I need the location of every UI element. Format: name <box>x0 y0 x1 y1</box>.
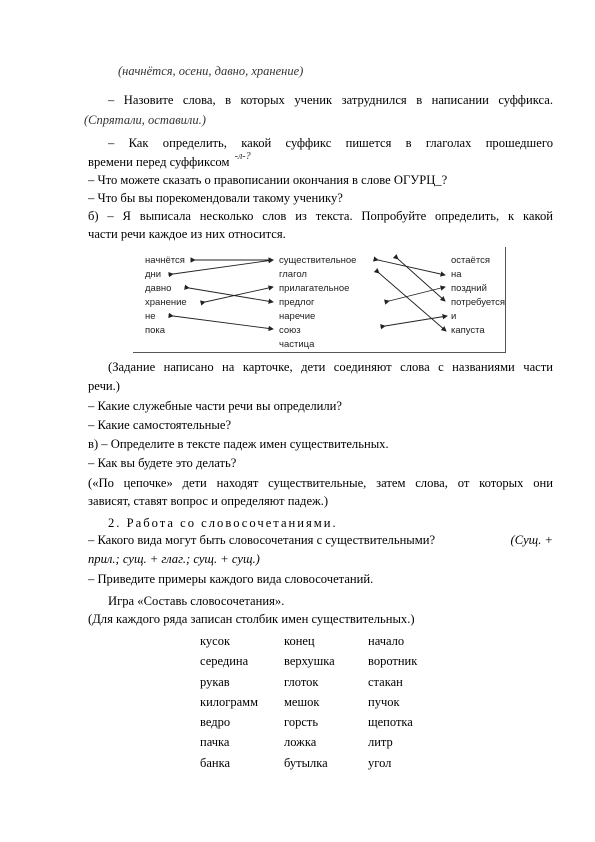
card-word: не <box>145 311 156 322</box>
column-word: стакан <box>368 674 403 689</box>
card-part-of-speech: глагол <box>279 269 307 280</box>
column-word: банка <box>200 755 231 770</box>
card-word2: остаётся <box>451 255 490 266</box>
column-word: килограмм <box>200 694 258 709</box>
connection-arrows <box>133 247 505 352</box>
column-word: пачка <box>200 735 230 750</box>
game-title: Игра «Составь словосочетания». <box>108 594 285 608</box>
column-word: начало <box>368 634 405 648</box>
column-word: верхушка <box>284 654 335 669</box>
column-word: угол <box>368 755 392 770</box>
task-b-line2: части речи каждое из них относится. <box>88 227 286 241</box>
note-card-line1: (Задание написано на карточке, дети соединяют слова с названиями части <box>108 360 553 374</box>
column-word: мешок <box>284 694 320 709</box>
question-types-text: – Какого вида могут быть словосочетания с существительными? <box>88 533 436 547</box>
card-word: начнётся <box>145 255 185 266</box>
question-define-suffix-text: времени перед суффиксом <box>88 155 230 169</box>
column-word: середина <box>200 654 249 669</box>
card-word2: потребуется <box>451 297 506 308</box>
card-word2: капуста <box>451 325 485 336</box>
column-word: глоток <box>284 674 319 689</box>
question-examples: – Приведите примеры каждого вида словосочетаний. <box>88 572 374 586</box>
column-word: щепотка <box>368 715 413 730</box>
question-define-suffix-line1: – Как определить, какой суффикс пишется в глаголах прошедшего <box>108 136 553 150</box>
column-word: горсть <box>284 715 319 730</box>
question-independent-parts: – Какие самостоятельные? <box>88 418 232 432</box>
card-part-of-speech: наречие <box>279 311 316 322</box>
card-part-of-speech: прилагательное <box>279 283 350 294</box>
word-column-2 <box>284 631 335 773</box>
card-part-of-speech: существительное <box>279 255 357 266</box>
question-service-parts: – Какие служебные части речи вы определили? <box>88 399 342 413</box>
chain-note-line2: зависят, ставят вопрос и определяют падеж.) <box>88 494 329 508</box>
column-word: воротник <box>368 654 418 669</box>
word-column-3 <box>368 631 417 773</box>
answer-types-start: (Сущ. + <box>510 533 553 547</box>
chain-note-line1: («По цепочке» дети находят существительные, затем слова, от которых они <box>88 476 553 490</box>
column-word: пучок <box>368 694 400 709</box>
card-word2: и <box>451 311 457 322</box>
question-how: – Как вы будете это делать? <box>88 456 237 470</box>
card-part-of-speech: предлог <box>279 297 315 308</box>
task-v: в) – Определите в тексте падеж имен существительных. <box>88 437 389 451</box>
column-word: литр <box>368 735 393 750</box>
question-ending: – Что можете сказать о правописании окончания в слове ОГУРЦ_? <box>88 173 448 187</box>
section-heading: 2. Работа со словосочетаниями. <box>108 516 338 530</box>
column-word: кусок <box>200 634 231 648</box>
column-word: ведро <box>200 715 231 730</box>
card-word: дни <box>145 269 162 280</box>
handwritten-suffix-mark: -л-? <box>234 151 251 162</box>
column-word: рукав <box>200 674 230 689</box>
note-card-line2: речи.) <box>88 379 120 393</box>
column-word: ложка <box>284 735 317 750</box>
card-word2: на <box>451 269 462 280</box>
question-types <box>88 533 553 548</box>
handwritten-answer: (Спрятали, оставили.) <box>84 113 206 127</box>
card-part-of-speech: частица <box>279 339 315 350</box>
card-word: хранение <box>145 297 187 308</box>
question-define-suffix-line2 <box>88 151 251 171</box>
card-word: пока <box>145 325 166 336</box>
handwritten-word-list: (начнётся, осени, давно, хранение) <box>118 64 304 78</box>
question-suffix: – Назовите слова, в которых ученик затруднился в написании суффикса. <box>108 93 553 107</box>
card-part-of-speech: союз <box>279 325 301 336</box>
column-word: конец <box>284 634 315 648</box>
card-word2: поздний <box>451 283 487 294</box>
matching-card <box>133 247 506 353</box>
column-word: бутылка <box>284 755 328 770</box>
task-b-line1: б) – Я выписала несколько слов из текста. Попробуйте определить, к какой <box>88 209 553 223</box>
answer-types-end: прил.; сущ. + глаг.; сущ. + сущ.) <box>88 552 260 566</box>
game-note: (Для каждого ряда записан столбик имен существительных.) <box>88 612 415 626</box>
word-column-1 <box>200 631 258 773</box>
question-recommend: – Что бы вы порекомендовали такому ученику? <box>88 191 343 205</box>
card-word: давно <box>145 283 172 294</box>
